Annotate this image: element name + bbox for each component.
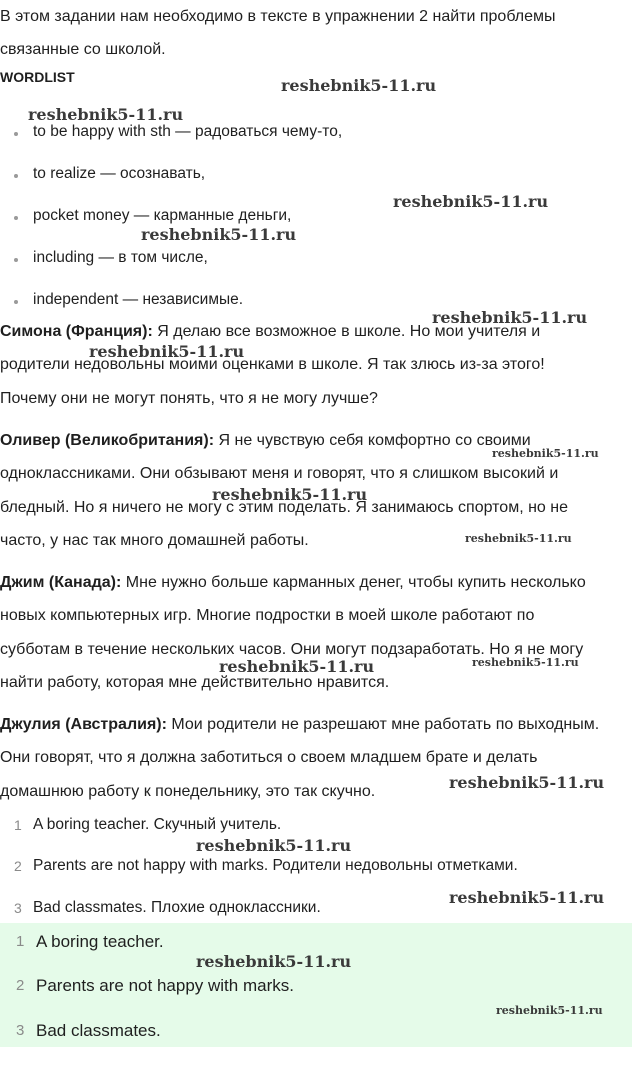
watermark: reshebnik5-11.ru bbox=[449, 773, 605, 792]
intro-line-2: связанные со школой. bbox=[0, 41, 166, 58]
speaker-oliver: Оливер (Великобритания): bbox=[0, 432, 215, 449]
watermark: reshebnik5-11.ru bbox=[465, 532, 572, 545]
wordlist-title: WORDLIST bbox=[0, 69, 75, 85]
text-julia-line-3: домашнюю работу к понедельнику, это так скучно. bbox=[0, 783, 376, 800]
text-jim-line-2: новых компьютерных игр. Многие подростки в моей школе работают по bbox=[0, 607, 535, 624]
text-jim-line-1: Джим (Канада): Мне нужно больше карманных денег, чтобы купить несколько bbox=[0, 574, 586, 591]
watermark: reshebnik5-11.ru bbox=[472, 656, 579, 669]
watermark: reshebnik5-11.ru bbox=[141, 225, 297, 244]
bullet-icon bbox=[14, 258, 18, 262]
intro-line-1: В этом задании нам необходимо в тексте в упражнении 2 найти проблемы bbox=[0, 8, 556, 25]
speaker-jim: Джим (Канада): bbox=[0, 574, 122, 591]
text-oliver-line-4: часто, у нас так много домашней работы. bbox=[0, 532, 309, 549]
text-julia-line-2: Они говорят, что я должна заботиться о своем младшем брате и делать bbox=[0, 749, 538, 766]
watermark: reshebnik5-11.ru bbox=[393, 192, 549, 211]
watermark: reshebnik5-11.ru bbox=[196, 952, 352, 971]
bullet-icon bbox=[14, 216, 18, 220]
watermark: reshebnik5-11.ru bbox=[449, 888, 605, 907]
text-julia-line-1: Джулия (Австралия): Мои родители не разрешают мне работать по выходным. bbox=[0, 716, 600, 733]
text-simona-line-3: Почему они не могут понять, что я не могу лучше? bbox=[0, 390, 378, 407]
text-simona-line-2: родители недовольны моими оценками в школе. Я так злюсь из-за этого! bbox=[0, 356, 545, 373]
watermark: reshebnik5-11.ru bbox=[432, 308, 588, 327]
watermark: reshebnik5-11.ru bbox=[492, 447, 599, 460]
bullet-icon bbox=[14, 300, 18, 304]
text-jim-line-3: субботам в течение нескольких часов. Они могут подзаработать. Но я не могу bbox=[0, 641, 584, 658]
watermark: reshebnik5-11.ru bbox=[219, 657, 375, 676]
text-oliver-line-3: бледный. Но я ничего не могу с этим поделать. Я занимаюсь спортом, но не bbox=[0, 499, 568, 516]
text-simona-line-1: Симона (Франция): Я делаю все возможное в школе. Но мои учителя и bbox=[0, 323, 541, 340]
speaker-simona: Симона (Франция): bbox=[0, 323, 153, 340]
watermark: reshebnik5-11.ru bbox=[212, 485, 368, 504]
bullet-icon bbox=[14, 132, 18, 136]
watermark: reshebnik5-11.ru bbox=[281, 76, 437, 95]
text-jim-line-4: найти работу, которая мне действительно нравится. bbox=[0, 674, 390, 691]
watermark: reshebnik5-11.ru bbox=[196, 836, 352, 855]
answer-box: 1 A boring teacher. 2 Parents are not happy with marks. 3 Bad classmates. bbox=[0, 923, 632, 1047]
bullet-icon bbox=[14, 174, 18, 178]
speaker-julia: Джулия (Австралия): bbox=[0, 716, 167, 733]
text-oliver-line-2: одноклассниками. Они обзывают меня и говорят, что я слишком высокий и bbox=[0, 465, 559, 482]
watermark: reshebnik5-11.ru bbox=[89, 342, 245, 361]
watermark: reshebnik5-11.ru bbox=[28, 105, 184, 124]
text-oliver-line-1: Оливер (Великобритания): Я не чувствую себя комфортно со своими bbox=[0, 432, 531, 449]
watermark: reshebnik5-11.ru bbox=[496, 1004, 603, 1017]
